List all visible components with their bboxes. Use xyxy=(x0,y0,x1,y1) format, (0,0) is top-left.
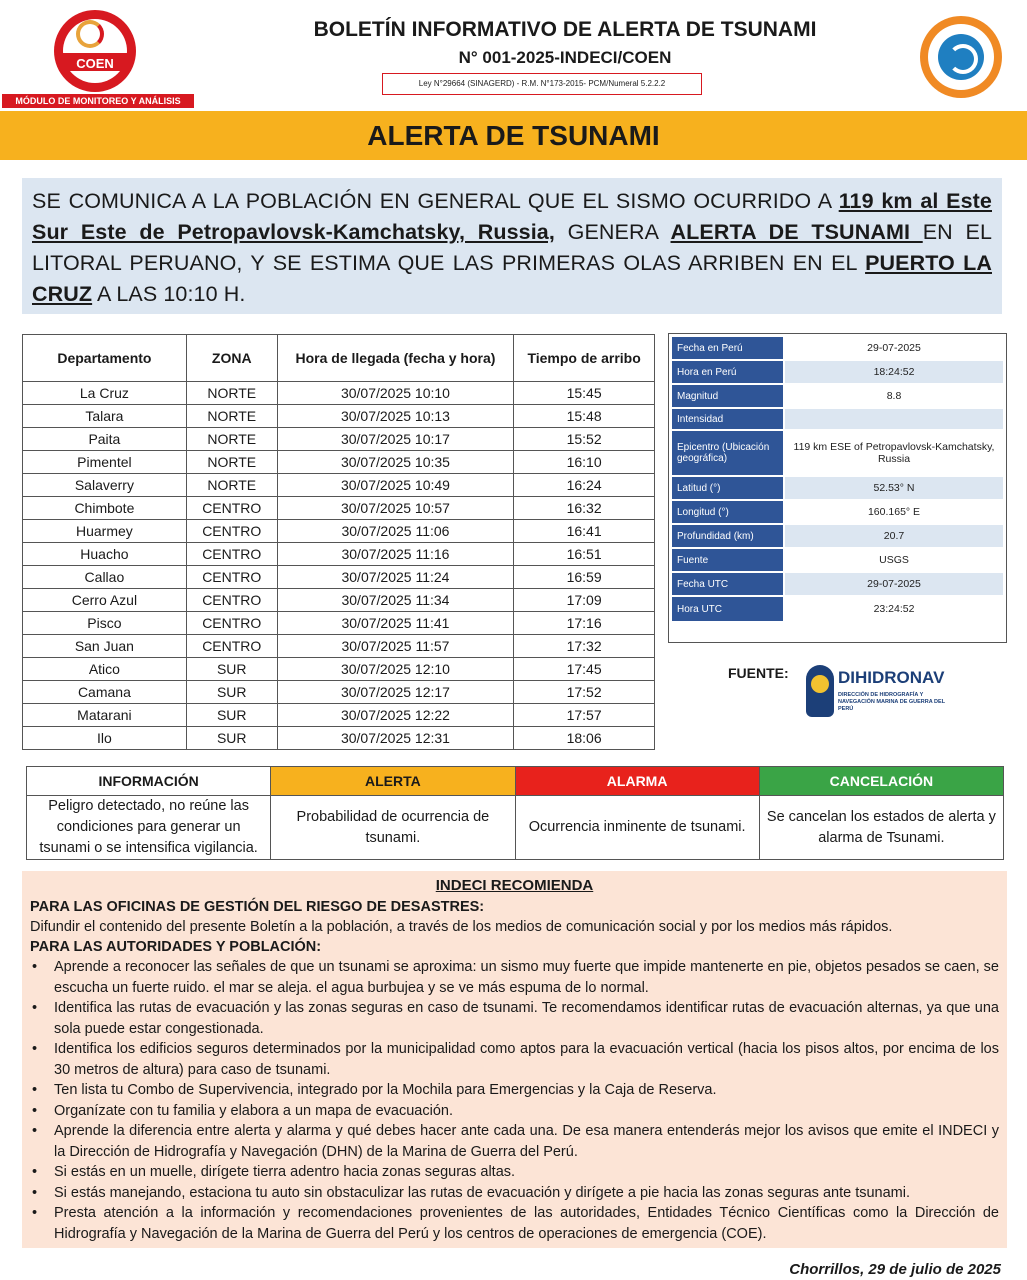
table-cell: CENTRO xyxy=(186,589,277,612)
column-header: Hora de llegada (fecha y hora) xyxy=(277,335,514,382)
table-cell: La Cruz xyxy=(23,382,187,405)
list-item-text: Identifica las rutas de evacuación y las zonas seguras en caso de tsunami. Te recomendamos identificar rutas de evacuación alternas, ya que una sola puede estar congestionada. xyxy=(54,1000,999,1037)
seismic-info-label: Hora en Perú xyxy=(672,361,783,383)
table-cell: NORTE xyxy=(186,382,277,405)
dihidronav-emblem-icon xyxy=(806,665,834,717)
seismic-info-row xyxy=(672,361,1003,383)
list-item xyxy=(30,1162,999,1183)
table-cell: NORTE xyxy=(186,451,277,474)
table-cell: 30/07/2025 12:17 xyxy=(277,681,514,704)
message-text: GENERA xyxy=(554,220,671,244)
table-row xyxy=(23,497,655,520)
table-row xyxy=(23,635,655,658)
seismic-info-row xyxy=(672,597,1003,621)
legend-level-title: ALARMA xyxy=(515,767,759,796)
table-cell: CENTRO xyxy=(186,612,277,635)
list-item xyxy=(30,1121,999,1162)
table-cell: 30/07/2025 10:17 xyxy=(277,428,514,451)
table-cell: CENTRO xyxy=(186,497,277,520)
recommendations-list xyxy=(30,957,999,1244)
list-item xyxy=(30,998,999,1039)
table-cell: Camana xyxy=(23,681,187,704)
table-row xyxy=(23,451,655,474)
table-cell: CENTRO xyxy=(186,635,277,658)
bullet-icon: • xyxy=(32,1000,38,1016)
seismic-info-value: 20.7 xyxy=(785,525,1003,547)
recommendations-title: INDECI RECOMIENDA xyxy=(435,877,594,894)
table-cell: Huarmey xyxy=(23,520,187,543)
bullet-icon: • xyxy=(32,1205,38,1221)
table-cell: SUR xyxy=(186,727,277,750)
table-cell: 30/07/2025 11:24 xyxy=(277,566,514,589)
table-row xyxy=(23,428,655,451)
table-cell: Paita xyxy=(23,428,187,451)
seismic-info-row xyxy=(672,337,1003,359)
list-item xyxy=(30,1039,999,1080)
legend-level-description: Peligro detectado, no reúne las condiciones para generar un tsunami o se intensifica vigilancia. xyxy=(27,796,271,860)
table-cell: 17:57 xyxy=(514,704,655,727)
list-item xyxy=(30,1080,999,1101)
table-cell: 15:45 xyxy=(514,382,655,405)
table-row xyxy=(23,382,655,405)
seismic-info-label: Fuente xyxy=(672,549,783,571)
seismic-info-label: Profundidad (km) xyxy=(672,525,783,547)
list-item-text: Ten lista tu Combo de Supervivencia, integrado por la Mochila para Emergencias y la Caja de Reserva. xyxy=(54,1082,717,1098)
table-cell: 15:48 xyxy=(514,405,655,428)
alert-levels-legend xyxy=(26,766,1004,860)
column-header: Tiempo de arribo xyxy=(514,335,655,382)
table-cell: 30/07/2025 10:10 xyxy=(277,382,514,405)
legend-level-description: Se cancelan los estados de alerta y alarma de Tsunami. xyxy=(759,796,1003,860)
place-date: Chorrillos, 29 de julio de 2025 xyxy=(789,1261,1001,1278)
bullet-icon: • xyxy=(32,959,38,975)
table-cell: Ilo xyxy=(23,727,187,750)
table-cell: 17:52 xyxy=(514,681,655,704)
bullet-icon: • xyxy=(32,1184,38,1201)
table-cell: NORTE xyxy=(186,428,277,451)
table-cell: CENTRO xyxy=(186,543,277,566)
legend-level-description: Ocurrencia inminente de tsunami. xyxy=(515,796,759,860)
bullet-icon: • xyxy=(32,1123,38,1139)
alert-level: ALERTA DE TSUNAMI xyxy=(670,220,923,244)
list-item xyxy=(30,1183,999,1204)
seismic-info-label: Fecha en Perú xyxy=(672,337,783,359)
seismic-info-label: Longitud (°) xyxy=(672,501,783,523)
tsunami-logo xyxy=(920,16,1002,98)
dihidronav-subtitle: DIRECCIÓN DE HIDROGRAFÍA Y NAVEGACIÓN MARINA DE GUERRA DEL PERÚ xyxy=(838,692,945,712)
seismic-info-label: Latitud (°) xyxy=(672,477,783,499)
seismic-info-value: 52.53° N xyxy=(785,477,1003,499)
table-row xyxy=(23,566,655,589)
list-item-text: Si estás manejando, estaciona tu auto sin obstaculizar las rutas de evacuación y dirígete a pie hacia las zonas seguras ante tsunami. xyxy=(54,1184,911,1201)
table-cell: Huacho xyxy=(23,543,187,566)
table-cell: 30/07/2025 12:10 xyxy=(277,658,514,681)
seismic-info-value: 23:24:52 xyxy=(873,603,915,615)
seismic-info-label: Magnitud xyxy=(672,385,783,407)
table-row xyxy=(23,589,655,612)
epicenter-location: 119 km al Este Sur Este de Petropavlovsk-Kamchatsky, Russia, xyxy=(32,189,992,244)
table-cell: 15:52 xyxy=(514,428,655,451)
column-header: ZONA xyxy=(186,335,277,382)
list-item-text: Organízate con tu familia y elabora a un mapa de evacuación. xyxy=(54,1102,453,1119)
table-row xyxy=(23,612,655,635)
seismic-info-row xyxy=(672,477,1003,499)
table-cell: 30/07/2025 11:06 xyxy=(277,520,514,543)
table-cell: Pisco xyxy=(23,612,187,635)
message-text: A LAS 10:10 H. xyxy=(92,282,246,306)
seismic-info-panel xyxy=(668,333,1007,643)
seismic-info-value: 160.165° E xyxy=(867,506,921,518)
seismic-info-label: Hora UTC xyxy=(672,597,783,621)
first-port: PUERTO LA CRUZ xyxy=(32,251,992,306)
legend-level-title: ALERTA xyxy=(271,767,515,796)
table-cell: 16:10 xyxy=(514,451,655,474)
section-heading-population: PARA LAS AUTORIDADES Y POBLACIÓN: xyxy=(30,939,322,955)
seismic-info-label: Intensidad xyxy=(672,409,783,429)
seismic-info-row xyxy=(672,549,1003,571)
table-cell: Matarani xyxy=(23,704,187,727)
source-label: FUENTE: xyxy=(728,665,789,681)
table-cell: CENTRO xyxy=(186,566,277,589)
table-cell: 30/07/2025 10:57 xyxy=(277,497,514,520)
table-row xyxy=(23,543,655,566)
seismic-info-row xyxy=(672,431,1003,475)
list-item-text: Identifica los edificios seguros determinados por la municipalidad como aptos para la evacuación vertical (hacia los pisos altos, por encima de los 30 metros de altura) para caso de tsunami. xyxy=(54,1041,999,1078)
bullet-icon: • xyxy=(32,1041,38,1057)
list-item-text: Aprende a reconocer las señales de que un tsunami se aproxima: un sismo muy fuerte que impide mantenerte en pie, objetos pesados se caen, se escucha un fuerte ruido. el mar se aleja. el agua burbujea y se ve más espuma de lo normal. xyxy=(54,959,999,996)
legend-level-title: INFORMACIÓN xyxy=(27,767,271,796)
bulletin-title: BOLETÍN INFORMATIVO DE ALERTA DE TSUNAMI xyxy=(313,18,817,41)
section-heading-offices: PARA LAS OFICINAS DE GESTIÓN DEL RIESGO DE DESASTRES: xyxy=(30,899,485,915)
seismic-info-value: 119 km ESE of Petropavlovsk-Kamchatsky, Russia xyxy=(793,441,995,465)
list-item xyxy=(30,957,999,998)
seismic-info-label: Fecha UTC xyxy=(672,573,783,595)
table-row xyxy=(23,474,655,497)
table-cell: NORTE xyxy=(186,474,277,497)
message-text: SE COMUNICA A LA POBLACIÓN EN GENERAL QUE EL SISMO OCURRIDO A xyxy=(32,189,839,213)
alert-banner: ALERTA DE TSUNAMI xyxy=(0,111,1027,160)
table-cell: 16:32 xyxy=(514,497,655,520)
table-cell: 30/07/2025 11:16 xyxy=(277,543,514,566)
table-cell: 17:16 xyxy=(514,612,655,635)
coen-logo xyxy=(54,10,136,92)
table-row xyxy=(23,727,655,750)
module-label: MÓDULO DE MONITOREO Y ANÁLISIS xyxy=(2,94,194,108)
seismic-info-value: 18:24:52 xyxy=(785,361,1003,383)
table-cell: 30/07/2025 12:31 xyxy=(277,727,514,750)
legend-level-description: Probabilidad de ocurrencia de tsunami. xyxy=(271,796,515,860)
table-row xyxy=(23,658,655,681)
wave-icon xyxy=(948,44,978,74)
bullet-icon: • xyxy=(32,1102,38,1119)
seismic-info-row xyxy=(672,573,1003,595)
seismic-info-value: 29-07-2025 xyxy=(867,342,921,354)
table-cell: NORTE xyxy=(186,405,277,428)
bullet-icon: • xyxy=(32,1164,38,1180)
recommendations-panel xyxy=(22,871,1007,1248)
table-cell: 30/07/2025 10:49 xyxy=(277,474,514,497)
table-row xyxy=(23,681,655,704)
coen-emblem-icon xyxy=(76,20,104,48)
table-row xyxy=(23,704,655,727)
alert-message xyxy=(22,178,1002,314)
seismic-info-label: Epicentro (Ubicación geográfica) xyxy=(672,431,783,475)
seismic-info-row xyxy=(672,385,1003,407)
table-cell: SUR xyxy=(186,681,277,704)
message-text: EN EL LITORAL PERUANO, Y SE ESTIMA QUE LAS PRIMERAS OLAS ARRIBEN EN EL xyxy=(32,220,992,275)
table-cell: Salaverry xyxy=(23,474,187,497)
seismic-info-row xyxy=(672,501,1003,523)
table-cell: 30/07/2025 11:57 xyxy=(277,635,514,658)
table-cell: Pimentel xyxy=(23,451,187,474)
list-item xyxy=(30,1101,999,1122)
table-cell: CENTRO xyxy=(186,520,277,543)
coen-logo-text: COEN xyxy=(76,56,114,71)
table-cell: 30/07/2025 10:35 xyxy=(277,451,514,474)
table-cell: Callao xyxy=(23,566,187,589)
seismic-info-value: USGS xyxy=(879,554,909,566)
list-item-text: Aprende la diferencia entre alerta y alarma y qué debes hacer ante cada una. De esa manera entenderás mejor los avisos que emite el INDECI y la Dirección de Hidrografía y Navegación (DHN) de la Marina de Guerra del Perú. xyxy=(54,1123,999,1160)
table-cell: 16:24 xyxy=(514,474,655,497)
table-cell: 17:09 xyxy=(514,589,655,612)
list-item xyxy=(30,1203,999,1244)
table-cell: San Juan xyxy=(23,635,187,658)
table-cell: Chimbote xyxy=(23,497,187,520)
table-cell: Cerro Azul xyxy=(23,589,187,612)
table-cell: 30/07/2025 11:34 xyxy=(277,589,514,612)
dihidronav-name: DIHIDRONAV xyxy=(838,668,945,687)
table-cell: 30/07/2025 11:41 xyxy=(277,612,514,635)
legal-reference: Ley N°29664 (SINAGERD) - R.M. N°173-2015- PCM/Numeral 5.2.2.2 xyxy=(382,73,702,95)
table-cell: 17:45 xyxy=(514,658,655,681)
seismic-info-value xyxy=(785,409,1003,429)
table-cell: Talara xyxy=(23,405,187,428)
table-cell: SUR xyxy=(186,658,277,681)
seismic-info-value: 8.8 xyxy=(886,390,902,402)
list-item-text: Si estás en un muelle, dirígete tierra adentro hacia zonas seguras altas. xyxy=(54,1164,516,1180)
legend-level-title: CANCELACIÓN xyxy=(759,767,1003,796)
table-cell: 16:59 xyxy=(514,566,655,589)
table-row xyxy=(23,405,655,428)
table-cell: 16:51 xyxy=(514,543,655,566)
seismic-info-row xyxy=(672,525,1003,547)
table-cell: 30/07/2025 10:13 xyxy=(277,405,514,428)
table-cell: 30/07/2025 12:22 xyxy=(277,704,514,727)
section-text-offices: Difundir el contenido del presente Boletín a la población, a través de los medios de comunicación social y por los medios más rápidos. xyxy=(30,919,893,935)
seismic-info-row xyxy=(672,409,1003,429)
bulletin-number: N° 001-2025-INDECI/COEN xyxy=(458,48,672,67)
table-row xyxy=(23,520,655,543)
list-item-text: Presta atención a la información y recomendaciones provenientes de las autoridades, Entidades Técnico Científicas como la Dirección de Hidrografía y Navegación de la Marina de Guerra del Perú y los centros de operaciones de emergencia (COE). xyxy=(54,1205,999,1242)
table-cell: 18:06 xyxy=(514,727,655,750)
table-cell: Atico xyxy=(23,658,187,681)
table-cell: SUR xyxy=(186,704,277,727)
seismic-info-value: 29-07-2025 xyxy=(785,573,1003,595)
table-cell: 17:32 xyxy=(514,635,655,658)
bullet-icon: • xyxy=(32,1082,38,1098)
table-cell: 16:41 xyxy=(514,520,655,543)
column-header: Departamento xyxy=(23,335,187,382)
arrival-table xyxy=(22,334,655,750)
